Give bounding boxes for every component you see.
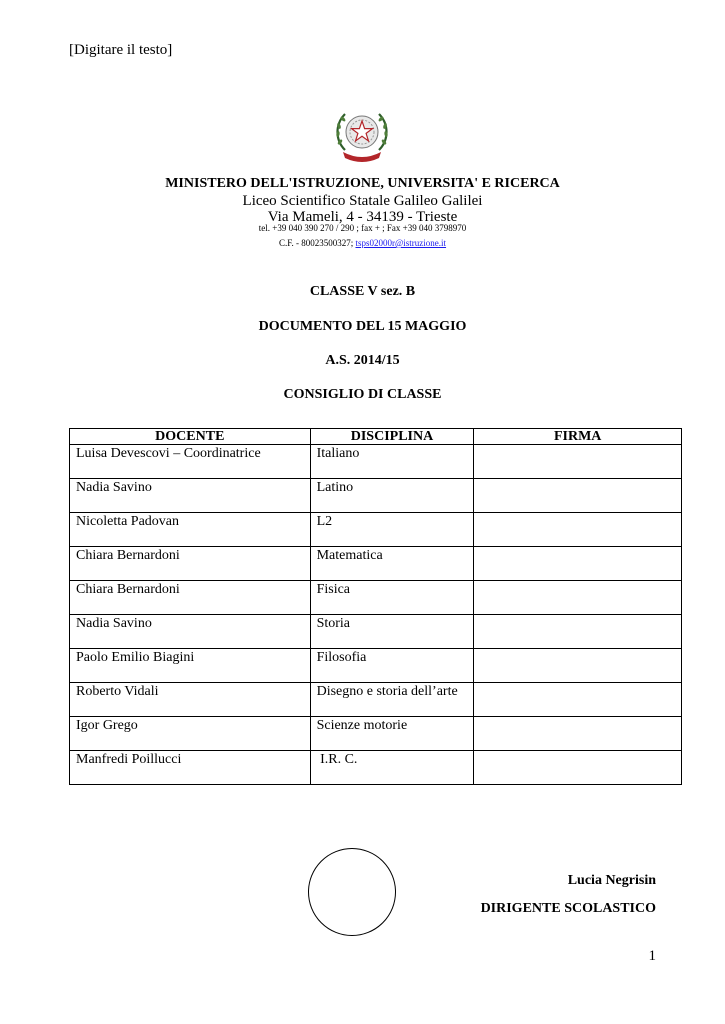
- signature-cell: [474, 717, 682, 751]
- table-row: [70, 581, 682, 615]
- subject-cell: Filosofia: [310, 649, 474, 683]
- principal-name: Lucia Negrisin: [567, 873, 656, 888]
- header-disciplina: DISCIPLINA: [310, 429, 474, 445]
- subject-cell: Fisica: [310, 581, 474, 615]
- table-header-row: [70, 429, 682, 445]
- teacher-cell: Nadia Savino: [70, 615, 311, 649]
- school-year-title: A.S. 2014/15: [325, 353, 400, 368]
- subject-cell: L2: [310, 513, 474, 547]
- table-row: [70, 445, 682, 479]
- subject-cell: Storia: [310, 615, 474, 649]
- school-name: Liceo Scientifico Statale Galileo Galilei: [242, 193, 483, 209]
- teacher-cell: Nadia Savino: [70, 479, 311, 513]
- subject-cell: Scienze motorie: [310, 717, 474, 751]
- italian-republic-emblem-icon: [331, 106, 393, 164]
- signature-cell: [474, 479, 682, 513]
- table-row: [70, 547, 682, 581]
- school-fiscal-line: [0, 238, 725, 248]
- header-docente: DOCENTE: [70, 429, 311, 445]
- email-link[interactable]: tsps02000r@istruzione.it: [355, 238, 447, 248]
- teacher-cell: Manfredi Poillucci: [70, 751, 311, 785]
- signature-cell: [474, 751, 682, 785]
- teacher-cell: Igor Grego: [70, 717, 311, 751]
- table-row: [70, 649, 682, 683]
- signature-cell: [474, 683, 682, 717]
- subject-cell: Disegno e storia dell’arte: [310, 683, 474, 717]
- header-placeholder: [Digitare il testo]: [69, 42, 173, 58]
- header-firma: FIRMA: [474, 429, 682, 445]
- signature-cell: [474, 547, 682, 581]
- table-row: [70, 615, 682, 649]
- table-row: [70, 683, 682, 717]
- document-title: DOCUMENTO DEL 15 MAGGIO: [258, 319, 467, 334]
- school-address: Via Mameli, 4 - 34139 - Trieste: [267, 209, 458, 225]
- table-row: [70, 479, 682, 513]
- fiscal-code: C.F. - 80023500327;: [278, 238, 356, 248]
- class-council-table: [69, 428, 682, 785]
- signature-cell: [474, 445, 682, 479]
- page-number: 1: [648, 948, 656, 964]
- signature-cell: [474, 615, 682, 649]
- table-row: [70, 513, 682, 547]
- signature-cell: [474, 581, 682, 615]
- teacher-cell: Chiara Bernardoni: [70, 581, 311, 615]
- signature-cell: [474, 649, 682, 683]
- school-contact: tel. +39 040 390 270 / 290 ; fax + ; Fax +39 040 3798970: [258, 223, 467, 233]
- subject-cell: Latino: [310, 479, 474, 513]
- ministry-name: MINISTERO DELL'ISTRUZIONE, UNIVERSITA' E RICERCA: [165, 176, 560, 191]
- class-title: CLASSE V sez. B: [309, 284, 416, 299]
- teacher-cell: Luisa Devescovi – Coordinatrice: [70, 445, 311, 479]
- subject-cell: Italiano: [310, 445, 474, 479]
- subject-cell: Matematica: [310, 547, 474, 581]
- teacher-cell: Chiara Bernardoni: [70, 547, 311, 581]
- table-row: [70, 751, 682, 785]
- subject-cell: I.R. C.: [310, 751, 474, 785]
- teacher-cell: Roberto Vidali: [70, 683, 311, 717]
- school-stamp-placeholder: [308, 848, 396, 936]
- principal-role: DIRIGENTE SCOLASTICO: [480, 901, 656, 916]
- council-title: CONSIGLIO DI CLASSE: [283, 387, 442, 402]
- signature-cell: [474, 513, 682, 547]
- table-row: [70, 717, 682, 751]
- teacher-cell: Nicoletta Padovan: [70, 513, 311, 547]
- teacher-cell: Paolo Emilio Biagini: [70, 649, 311, 683]
